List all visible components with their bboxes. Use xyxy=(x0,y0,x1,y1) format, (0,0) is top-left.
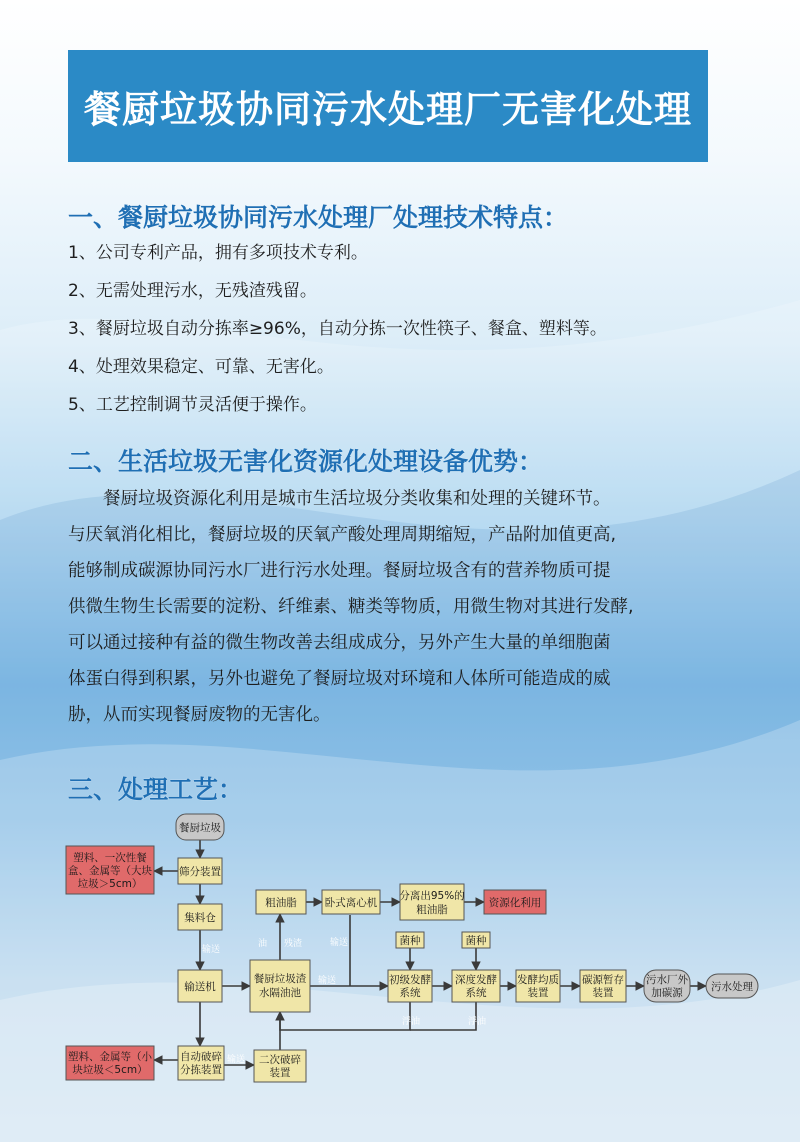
svg-text:装置: 装置 xyxy=(592,987,614,999)
page-title: 餐厨垃圾协同污水处理厂无害化处理 xyxy=(84,88,692,131)
feature-item-4: 4、处理效果稳定、可靠、无害化。 xyxy=(68,357,334,377)
title-banner xyxy=(68,50,708,162)
svg-text:碳源暂存: 碳源暂存 xyxy=(582,974,624,986)
box-sorting xyxy=(178,858,222,884)
section2-heading: 二、生活垃圾无害化资源化处理设备优势： xyxy=(68,447,544,476)
paragraph-line-6: 体蛋白得到积累，另外也避免了餐厨垃圾对环境和人体所可能造成的威 xyxy=(68,669,611,689)
box-secondary-crusher xyxy=(254,1050,306,1082)
svg-text:粗油脂: 粗油脂 xyxy=(416,904,448,916)
svg-text:塑料、金属等（小: 塑料、金属等（小 xyxy=(68,1051,152,1063)
box-crude-grease xyxy=(256,890,306,914)
svg-text:系统: 系统 xyxy=(465,987,487,999)
svg-text:卧式离心机: 卧式离心机 xyxy=(324,897,378,909)
label-convey-1: 输送 xyxy=(202,945,221,955)
feature-item-5: 5、工艺控制调节灵活便于操作。 xyxy=(68,395,317,415)
svg-text:集料仓: 集料仓 xyxy=(184,912,216,924)
flow-connectors xyxy=(154,840,706,1065)
svg-text:自动破碎: 自动破碎 xyxy=(180,1051,222,1063)
svg-text:初级发酵: 初级发酵 xyxy=(389,974,431,986)
svg-text:垃圾＞5cm）: 垃圾＞5cm） xyxy=(77,878,143,890)
paragraph-line-2: 与厌氧消化相比，餐厨垃圾的厌氧产酸处理周期缩短，产品附加值更高, xyxy=(68,525,617,545)
svg-text:菌种: 菌种 xyxy=(465,935,487,947)
svg-text:分离出95%的: 分离出95%的 xyxy=(399,890,465,902)
feature-item-1: 1、公司专利产品，拥有多项技术专利。 xyxy=(68,243,368,263)
svg-text:系统: 系统 xyxy=(399,987,421,999)
box-small-waste xyxy=(66,1046,154,1080)
svg-text:加碳源: 加碳源 xyxy=(651,987,683,999)
box-grease-output xyxy=(399,884,465,920)
section1-heading: 一、餐厨垃圾协同污水处理厂处理技术特点： xyxy=(68,203,569,232)
box-homogenizer xyxy=(516,970,560,1002)
svg-text:塑料、一次性餐: 塑料、一次性餐 xyxy=(73,852,147,864)
svg-text:菌种: 菌种 xyxy=(399,935,421,947)
svg-text:资源化利用: 资源化利用 xyxy=(488,897,542,909)
svg-text:深度发酵: 深度发酵 xyxy=(455,974,497,986)
label-convey-3: 输送 xyxy=(318,976,337,986)
svg-text:分拣装置: 分拣装置 xyxy=(180,1064,222,1076)
svg-text:装置: 装置 xyxy=(269,1067,291,1079)
label-convey-4: 输送 xyxy=(330,938,349,948)
box-kitchen-waste xyxy=(176,814,224,840)
svg-text:水隔油池: 水隔油池 xyxy=(259,987,301,999)
svg-text:餐厨垃圾渣: 餐厨垃圾渣 xyxy=(253,973,307,985)
box-dosing xyxy=(644,970,690,1002)
label-reflux-1: 浮油 xyxy=(402,1017,421,1027)
svg-text:装置: 装置 xyxy=(527,987,549,999)
box-inoculum-1 xyxy=(396,932,424,948)
feature-item-2: 2、无需处理污水，无残渣残留。 xyxy=(68,281,317,301)
svg-text:筛分装置: 筛分装置 xyxy=(179,866,221,878)
paragraph-line-3: 能够制成碳源协同污水厂进行污水处理。餐厨垃圾含有的营养物质可提 xyxy=(68,561,611,581)
box-deep-ferment xyxy=(452,970,500,1002)
label-convey-2: 输送 xyxy=(227,1055,246,1065)
section3-heading: 三、处理工艺： xyxy=(68,775,244,804)
feature-item-3: 3、餐厨垃圾自动分拣率≥96%，自动分拣一次性筷子、餐盒、塑料等。 xyxy=(68,319,607,339)
svg-text:盒、金属等（大块: 盒、金属等（大块 xyxy=(68,865,152,877)
svg-text:输送机: 输送机 xyxy=(184,981,216,993)
box-crusher xyxy=(178,1046,224,1080)
paragraph-line-7: 胁，从而实现餐厨废物的无害化。 xyxy=(68,705,331,725)
box-wastewater xyxy=(706,974,758,998)
paragraph-line-4: 供微生物生长需要的淀粉、纤维素、糖类等物质，用微生物对其进行发酵, xyxy=(68,597,634,617)
box-primary-ferment xyxy=(388,970,432,1002)
paragraph-line-5: 可以通过接种有益的微生物改善去组成成分，另外产生大量的单细胞菌 xyxy=(68,633,611,653)
box-conveyor xyxy=(178,970,222,1002)
box-inoculum-2 xyxy=(462,932,490,948)
svg-text:二次破碎: 二次破碎 xyxy=(259,1054,301,1066)
label-slag: 残渣 xyxy=(284,939,303,949)
box-separator xyxy=(250,960,310,1012)
label-reflux-2: 浮油 xyxy=(468,1017,487,1027)
paragraph-line-1: 餐厨垃圾资源化利用是城市生活垃圾分类收集和处理的关键环节。 xyxy=(68,489,611,509)
process-flow-diagram xyxy=(0,800,800,1100)
box-centrifuge xyxy=(322,890,380,914)
svg-text:块垃圾＜5cm）: 块垃圾＜5cm） xyxy=(72,1064,148,1076)
svg-text:污水处理: 污水处理 xyxy=(711,981,753,993)
box-large-waste xyxy=(66,846,154,894)
svg-text:污水厂外: 污水厂外 xyxy=(646,974,688,986)
box-reuse xyxy=(484,890,546,914)
svg-text:粗油脂: 粗油脂 xyxy=(265,897,297,909)
label-oil: 油 xyxy=(258,939,268,949)
box-storage xyxy=(580,970,626,1002)
box-collector xyxy=(178,904,222,930)
svg-text:餐厨垃圾: 餐厨垃圾 xyxy=(179,822,221,834)
svg-text:发酵均质: 发酵均质 xyxy=(517,974,559,986)
